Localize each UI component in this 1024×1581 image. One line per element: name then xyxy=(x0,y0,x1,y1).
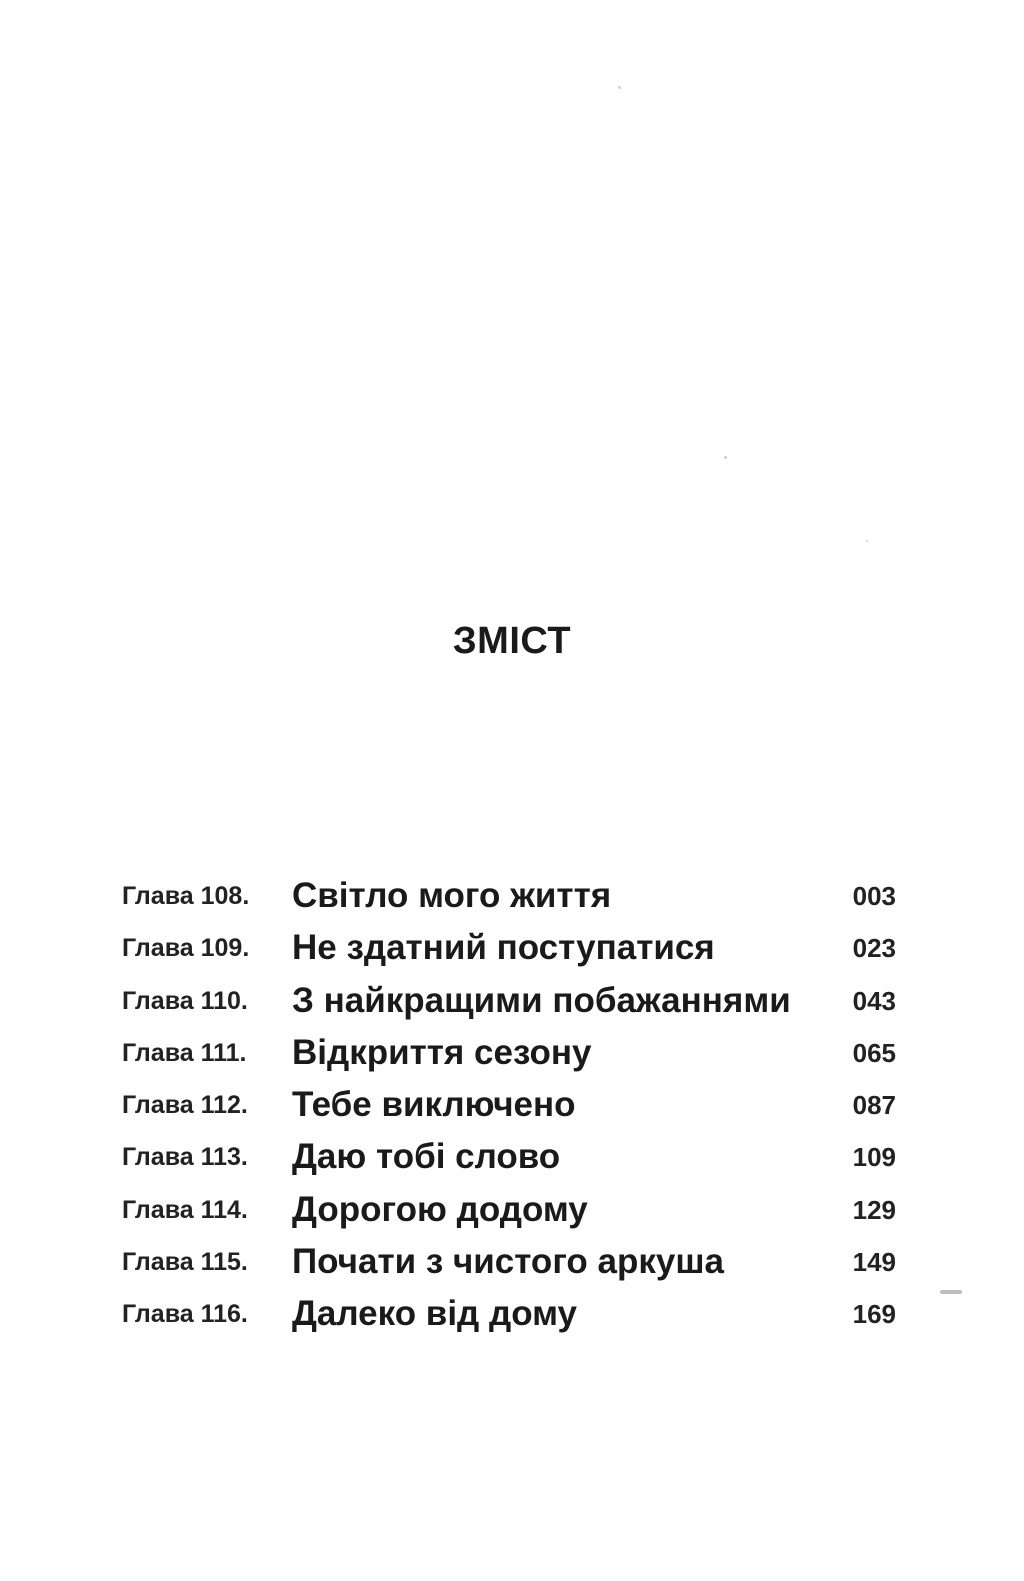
toc-heading: ЗМІСТ xyxy=(452,620,572,662)
chapter-number: Глава 113. xyxy=(122,1143,248,1172)
chapter-title: Тебе виключено xyxy=(292,1085,576,1125)
chapter-number: Глава 110. xyxy=(122,986,248,1015)
chapter-page-number: 023 xyxy=(852,933,896,964)
chapter-title: Даю тобі слово xyxy=(292,1137,561,1177)
paper-speck xyxy=(940,1290,962,1294)
toc-entry xyxy=(122,1027,900,1079)
chapter-page-number: 149 xyxy=(852,1247,896,1278)
toc-entry xyxy=(122,1079,900,1131)
chapter-number: Глава 111. xyxy=(122,1038,247,1067)
chapter-title: Світло мого життя xyxy=(292,876,612,915)
chapter-number: Глава 109. xyxy=(122,934,250,963)
chapter-number: Глава 112. xyxy=(122,1091,248,1120)
toc-entry xyxy=(122,1236,900,1288)
toc-list xyxy=(122,870,900,1341)
chapter-number: Глава 116. xyxy=(122,1300,248,1329)
chapter-title: З найкращими побажаннями xyxy=(292,980,791,1020)
toc-entry xyxy=(122,975,900,1027)
toc-entry xyxy=(122,1288,900,1340)
chapter-page-number: 087 xyxy=(852,1090,896,1121)
chapter-number: Глава 108. xyxy=(122,882,250,910)
chapter-title: Відкриття сезону xyxy=(292,1032,592,1072)
paper-speck xyxy=(618,86,621,89)
toc-entry xyxy=(122,870,900,922)
chapter-page-number: 003 xyxy=(852,881,896,911)
toc-entry xyxy=(122,1184,900,1236)
chapter-page-number: 043 xyxy=(852,985,896,1016)
chapter-title: Не здатний поступатися xyxy=(292,928,715,968)
chapter-number: Глава 115. xyxy=(122,1248,248,1277)
paper-speck xyxy=(866,540,868,542)
toc-entry xyxy=(122,1131,900,1183)
chapter-page-number: 065 xyxy=(852,1037,896,1068)
chapter-number: Глава 114. xyxy=(122,1195,248,1224)
chapter-title: Почати з чистого аркуша xyxy=(292,1242,724,1282)
toc-entry xyxy=(122,922,900,974)
chapter-title: Далеко від дому xyxy=(292,1294,578,1334)
chapter-page-number: 109 xyxy=(852,1142,896,1173)
chapter-page-number: 169 xyxy=(852,1299,896,1330)
chapter-page-number: 129 xyxy=(852,1194,896,1225)
chapter-title: Дорогою додому xyxy=(292,1189,588,1229)
paper-speck xyxy=(724,456,727,459)
